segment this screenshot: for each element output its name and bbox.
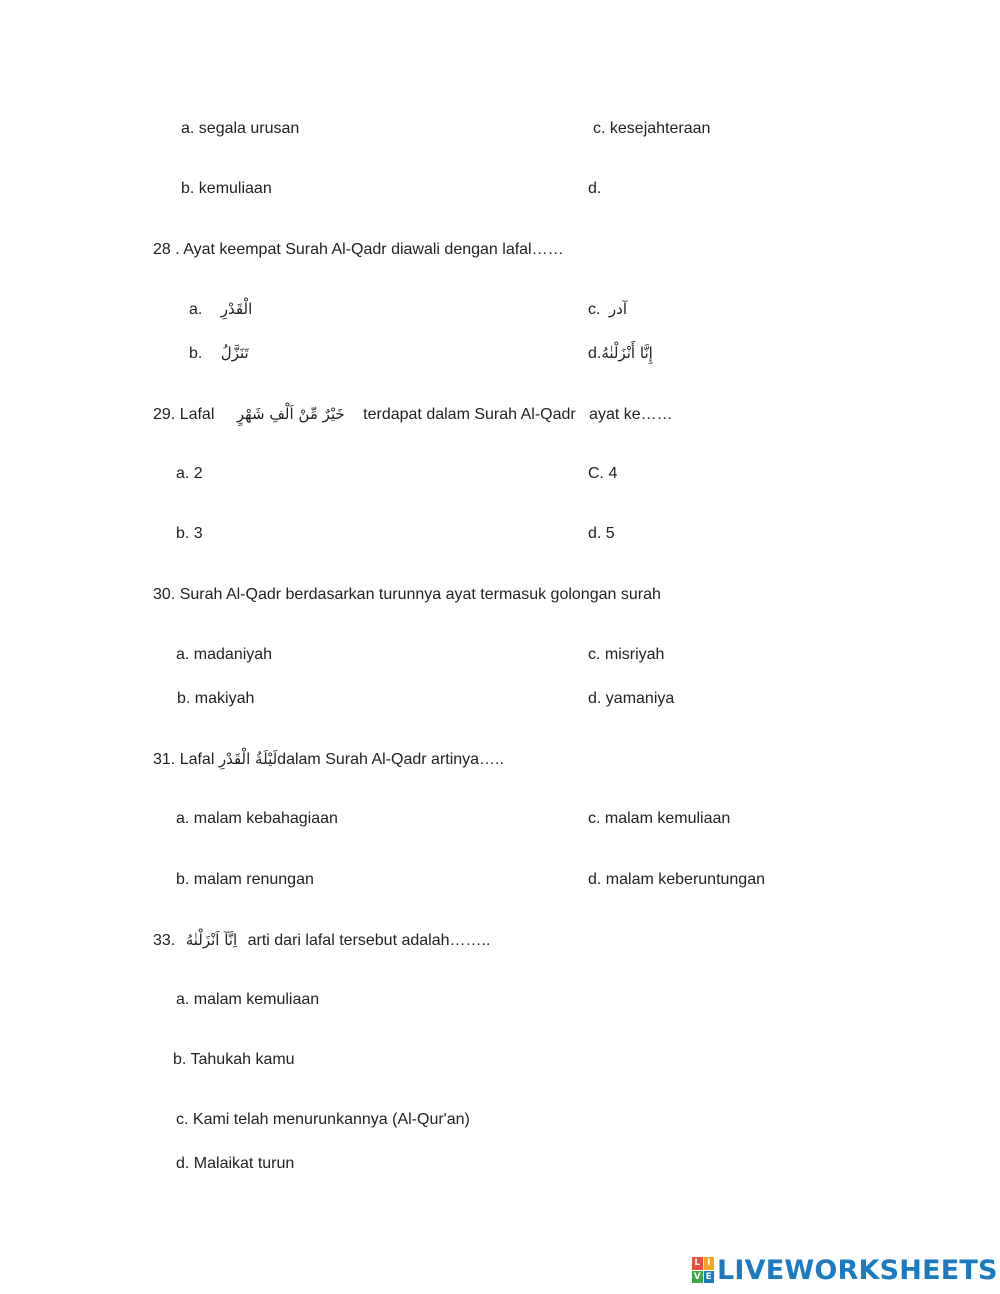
q28-option-d-label: d. (588, 345, 602, 362)
q33-question (153, 930, 490, 951)
q33-prefix: 33. (153, 932, 176, 949)
logo-mark-icon (692, 1257, 714, 1283)
q29-question (153, 404, 673, 425)
q33-option-d: d. Malaikat turun (176, 1155, 295, 1172)
q28-option-a (189, 299, 252, 320)
q33-arabic: اِنَّآ اَنْزَلْنٰهُ (185, 931, 238, 949)
q28-option-a-label: a. (189, 301, 203, 318)
q29-option-d: d. 5 (588, 525, 615, 542)
q28-question: 28 . Ayat keempat Surah Al-Qadr diawali dengan lafal…… (153, 241, 564, 258)
q28-option-b (189, 343, 249, 364)
q31-question (153, 749, 504, 770)
q29-arabic: خَيْرٌ مِّنْ اَلْفِ شَهْرٍ (236, 405, 345, 423)
logo-letter-v: V (693, 1271, 701, 1282)
q31-option-b: b. malam renungan (176, 871, 314, 888)
q30-option-c: c. misriyah (588, 646, 665, 663)
logo-letter-i: I (704, 1257, 715, 1270)
q29-option-b: b. 3 (176, 525, 203, 542)
q30-option-a: a. madaniyah (176, 646, 273, 663)
q31-option-a: a. malam kebahagiaan (176, 810, 338, 827)
q29-prefix: 29. Lafal (153, 406, 215, 423)
q31-prefix: 31. Lafal (153, 751, 215, 768)
q28-option-b-arabic: تَنَزَّلُ (220, 344, 249, 362)
q27-option-a: a. segala urusan (181, 120, 300, 137)
q29-option-c: C. 4 (588, 465, 618, 482)
logo-letter-e: E (704, 1271, 715, 1284)
q27-option-c: c. kesejahteraan (593, 120, 711, 137)
q28-option-d-arabic: إِنَّا أَنْزَلْنٰهُ (601, 344, 653, 362)
q27-option-d: d. (588, 180, 602, 197)
q28-option-c-label: c. (588, 301, 601, 318)
q30-option-b: b. makiyah (177, 690, 255, 707)
q28-option-b-label: b. (189, 345, 203, 362)
q31-arabic: لَيْلَةُ الْقَدْرِ (218, 750, 278, 768)
liveworksheets-logo[interactable] (692, 1253, 998, 1287)
q30-question: 30. Surah Al-Qadr berdasarkan turunnya ayat termasuk golongan surah (153, 586, 661, 603)
q33-suffix: arti dari lafal tersebut adalah…….. (247, 932, 491, 949)
logo-text: LIVEWORKSHEETS (717, 1254, 998, 1286)
logo-letter-l: L (692, 1257, 703, 1270)
q33-option-c: c. Kami telah menurunkannya (Al-Qur'an) (176, 1111, 470, 1128)
q28-option-c (588, 299, 627, 320)
q33-option-a: a. malam kemuliaan (176, 991, 320, 1008)
q33-option-b: b. Tahukah kamu (173, 1051, 295, 1068)
q31-option-c: c. malam kemuliaan (588, 810, 731, 827)
q27-option-b: b. kemuliaan (181, 180, 272, 197)
q29-suffix: terdapat dalam Surah Al-Qadr ayat ke…… (363, 406, 673, 423)
q31-option-d: d. malam keberuntungan (588, 871, 765, 888)
q29-option-a: a. 2 (176, 465, 203, 482)
q31-suffix: dalam Surah Al-Qadr artinya….. (277, 751, 504, 768)
q28-option-a-arabic: الْقَدْرِ (220, 300, 253, 318)
q28-option-d (588, 343, 653, 364)
q28-option-c-arabic: آدر (608, 300, 627, 318)
q30-option-d: d. yamaniya (588, 690, 675, 707)
